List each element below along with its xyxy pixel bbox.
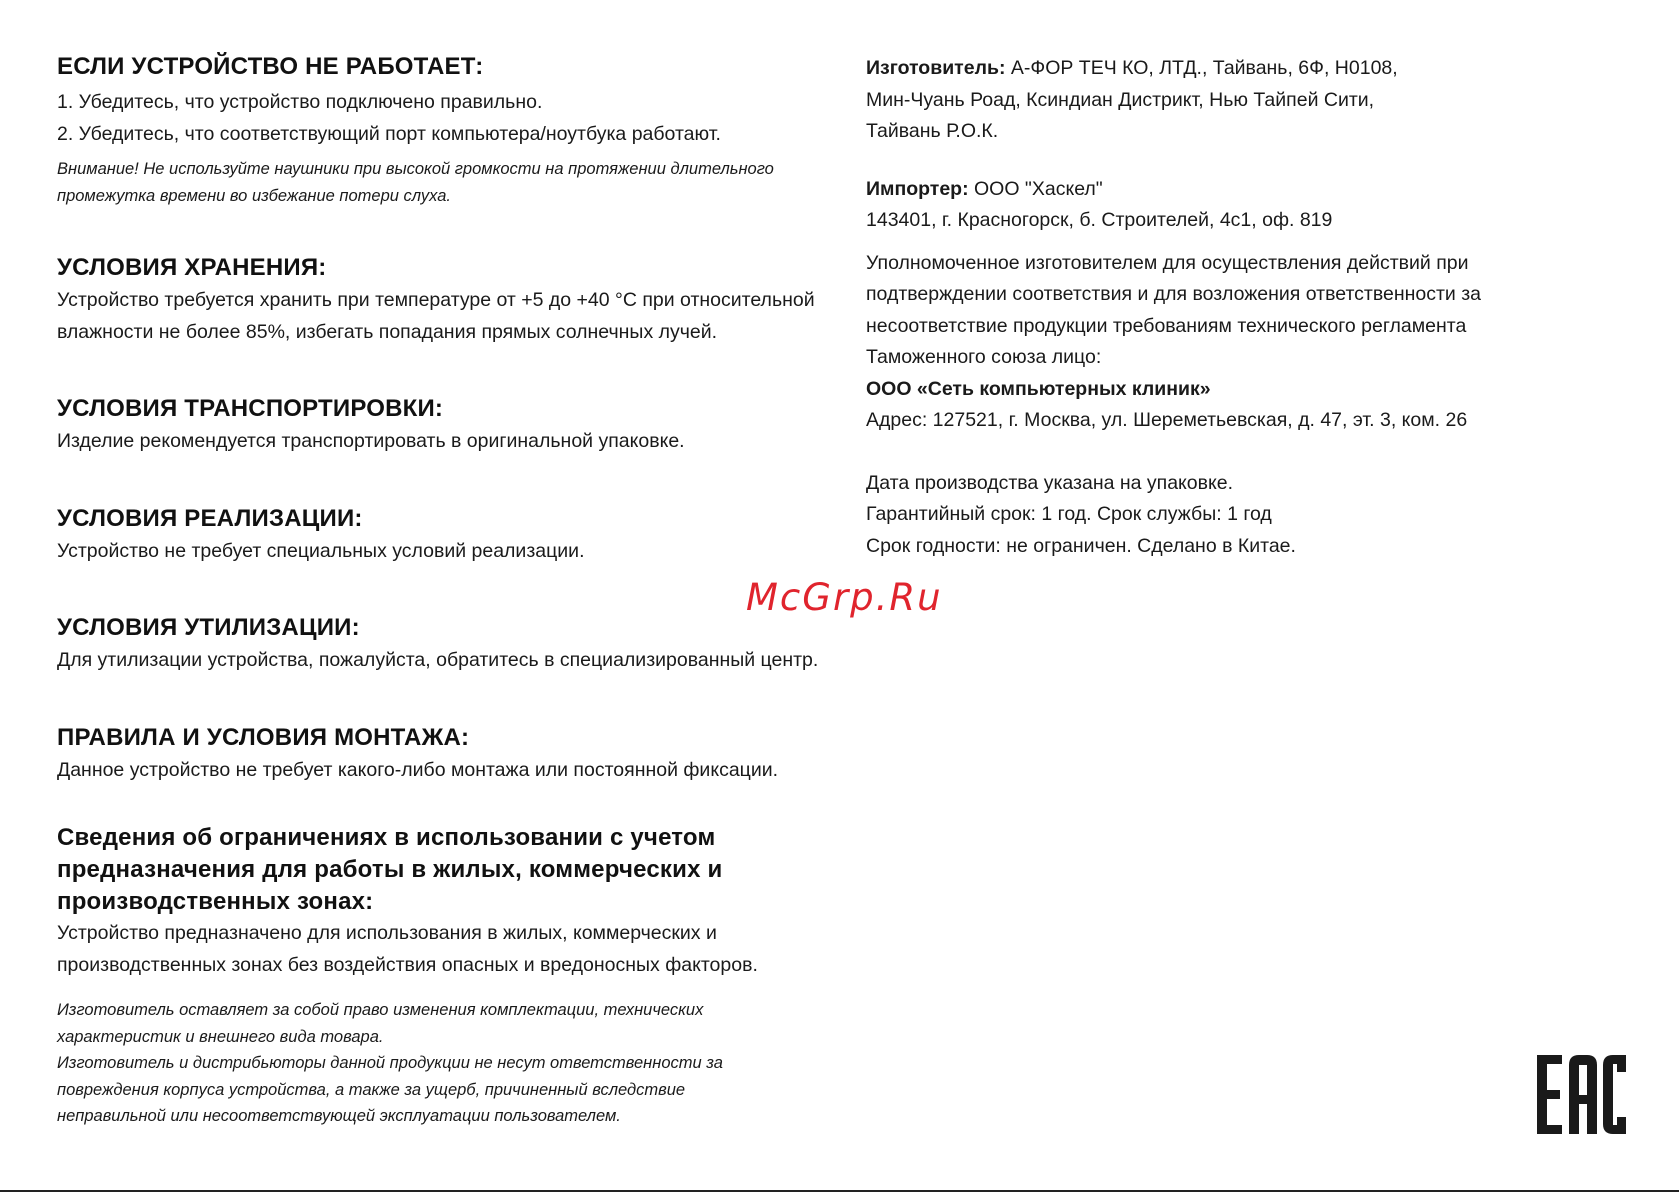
right-column bbox=[866, 53, 1626, 562]
section-footer-notes bbox=[57, 997, 857, 1130]
eac-logo-icon bbox=[1537, 1055, 1626, 1134]
restrictions-heading-line-2: предназначения для работы в жилых, коммерческих и bbox=[57, 856, 723, 883]
transport-text: Изделие рекомендуется транспортировать в оригинальной упаковке. bbox=[57, 430, 685, 452]
authorized-address: Адрес: 127521, г. Москва, ул. Шереметьевская, д. 47, эт. 3, ком. 26 bbox=[866, 409, 1468, 431]
warranty-line: Гарантийный срок: 1 год. Срок службы: 1 год bbox=[866, 503, 1272, 525]
production-date-line: Дата производства указана на упаковке. bbox=[866, 471, 1234, 494]
manufacturer-name: А-ФОР ТЕЧ КО, ЛТД., Тайвань, 6Ф, Н0108, bbox=[1005, 57, 1398, 79]
authorized-line-2: подтверждении соответствия и для возложения ответственности за bbox=[866, 283, 1481, 305]
footer-note-line: неправильной или несоответствующей эксплуатации пользователем. bbox=[57, 1107, 621, 1125]
section-heading: УСЛОВИЯ ХРАНЕНИЯ: bbox=[57, 254, 327, 281]
manufacturer-block bbox=[866, 53, 1626, 148]
authorized-line-1: Уполномоченное изготовителем для осуществления действий при bbox=[866, 251, 1469, 274]
section-disposal bbox=[57, 613, 857, 677]
restrictions-line-2: производственных зонах без воздействия опасных и вредоносных факторов. bbox=[57, 953, 758, 976]
restrictions-line-1: Устройство предназначено для использования в жилых, коммерческих и bbox=[57, 922, 717, 944]
hearing-warning-line-1: Внимание! Не используйте наушники при высокой громкости на протяжении длительного bbox=[57, 160, 774, 178]
section-storage bbox=[57, 253, 857, 348]
troubleshoot-item-1: 1. Убедитесь, что устройство подключено правильно. bbox=[57, 91, 543, 113]
storage-line-1: Устройство требуется хранить при температуре от +5 до +40 °С при относительной bbox=[57, 289, 815, 311]
manufacturer-label: Изготовитель: bbox=[866, 57, 1006, 79]
importer-name: ООО "Хаскел" bbox=[968, 177, 1103, 200]
authorized-line-3: несоответствие продукции требованиям технического регламента bbox=[866, 314, 1467, 337]
section-heading: УСЛОВИЯ РЕАЛИЗАЦИИ: bbox=[57, 504, 363, 532]
sale-text: Устройство не требует специальных условий реализации. bbox=[57, 539, 585, 562]
section-sale bbox=[57, 504, 857, 568]
authorized-company: ООО «Сеть компьютерных клиник» bbox=[866, 377, 1211, 400]
section-heading: УСЛОВИЯ УТИЛИЗАЦИИ: bbox=[57, 614, 360, 641]
importer-address: 143401, г. Красногорск, б. Строителей, 4с1, оф. 819 bbox=[866, 209, 1333, 231]
authorized-line-4: Таможенного союза лицо: bbox=[866, 346, 1102, 368]
section-heading: ЕСЛИ УСТРОЙСТВО НЕ РАБОТАЕТ: bbox=[57, 53, 484, 80]
shelf-life-line: Срок годности: не ограничен. Сделано в Китае. bbox=[866, 534, 1296, 557]
section-heading: ПРАВИЛА И УСЛОВИЯ МОНТАЖА: bbox=[57, 723, 470, 751]
importer-block bbox=[866, 174, 1626, 237]
section-mounting bbox=[57, 723, 857, 787]
section-not-working bbox=[57, 52, 857, 209]
authorized-block bbox=[866, 248, 1626, 437]
troubleshoot-item-2: 2. Убедитесь, что соответствующий порт компьютера/ноутбука работают. bbox=[57, 122, 721, 145]
manufacturer-line-2: Мин-Чуань Роад, Ксиндиан Дистрикт, Нью Тайпей Сити, bbox=[866, 88, 1375, 111]
section-restrictions bbox=[57, 822, 857, 981]
section-transport bbox=[57, 394, 857, 458]
hearing-warning-line-2: промежутка времени во избежание потери слуха. bbox=[57, 186, 451, 205]
section-heading: УСЛОВИЯ ТРАНСПОРТИРОВКИ: bbox=[57, 395, 444, 422]
mounting-text: Данное устройство не требует какого-либо монтажа или постоянной фиксации. bbox=[57, 758, 779, 781]
storage-line-2: влажности не более 85%, избегать попадания прямых солнечных лучей. bbox=[57, 320, 718, 343]
restrictions-heading-line-3: производственных зонах: bbox=[57, 888, 374, 915]
importer-label: Импортер: bbox=[866, 177, 969, 200]
production-block bbox=[866, 468, 1626, 563]
restrictions-heading-line-1: Сведения об ограничениях в использовании с учетом bbox=[57, 824, 716, 851]
watermark: McGrp.Ru bbox=[746, 576, 943, 619]
footer-note-line: характеристик и внешнего вида товара. bbox=[57, 1027, 384, 1046]
manufacturer-line-3: Тайвань Р.О.К. bbox=[866, 120, 999, 142]
manufacturer-line-1 bbox=[866, 53, 1626, 85]
footer-note-line: повреждения корпуса устройства, а также за ущерб, причиненный вследствие bbox=[57, 1080, 686, 1099]
disposal-text: Для утилизации устройства, пожалуйста, обратитесь в специализированный центр. bbox=[57, 649, 819, 671]
footer-note-line: Изготовитель и дистрибьюторы данной продукции не несут ответственности за bbox=[57, 1054, 723, 1072]
footer-note-line: Изготовитель оставляет за собой право изменения комплектации, технических bbox=[57, 1001, 704, 1019]
importer-line-1 bbox=[866, 174, 1626, 206]
left-column bbox=[57, 52, 857, 1130]
